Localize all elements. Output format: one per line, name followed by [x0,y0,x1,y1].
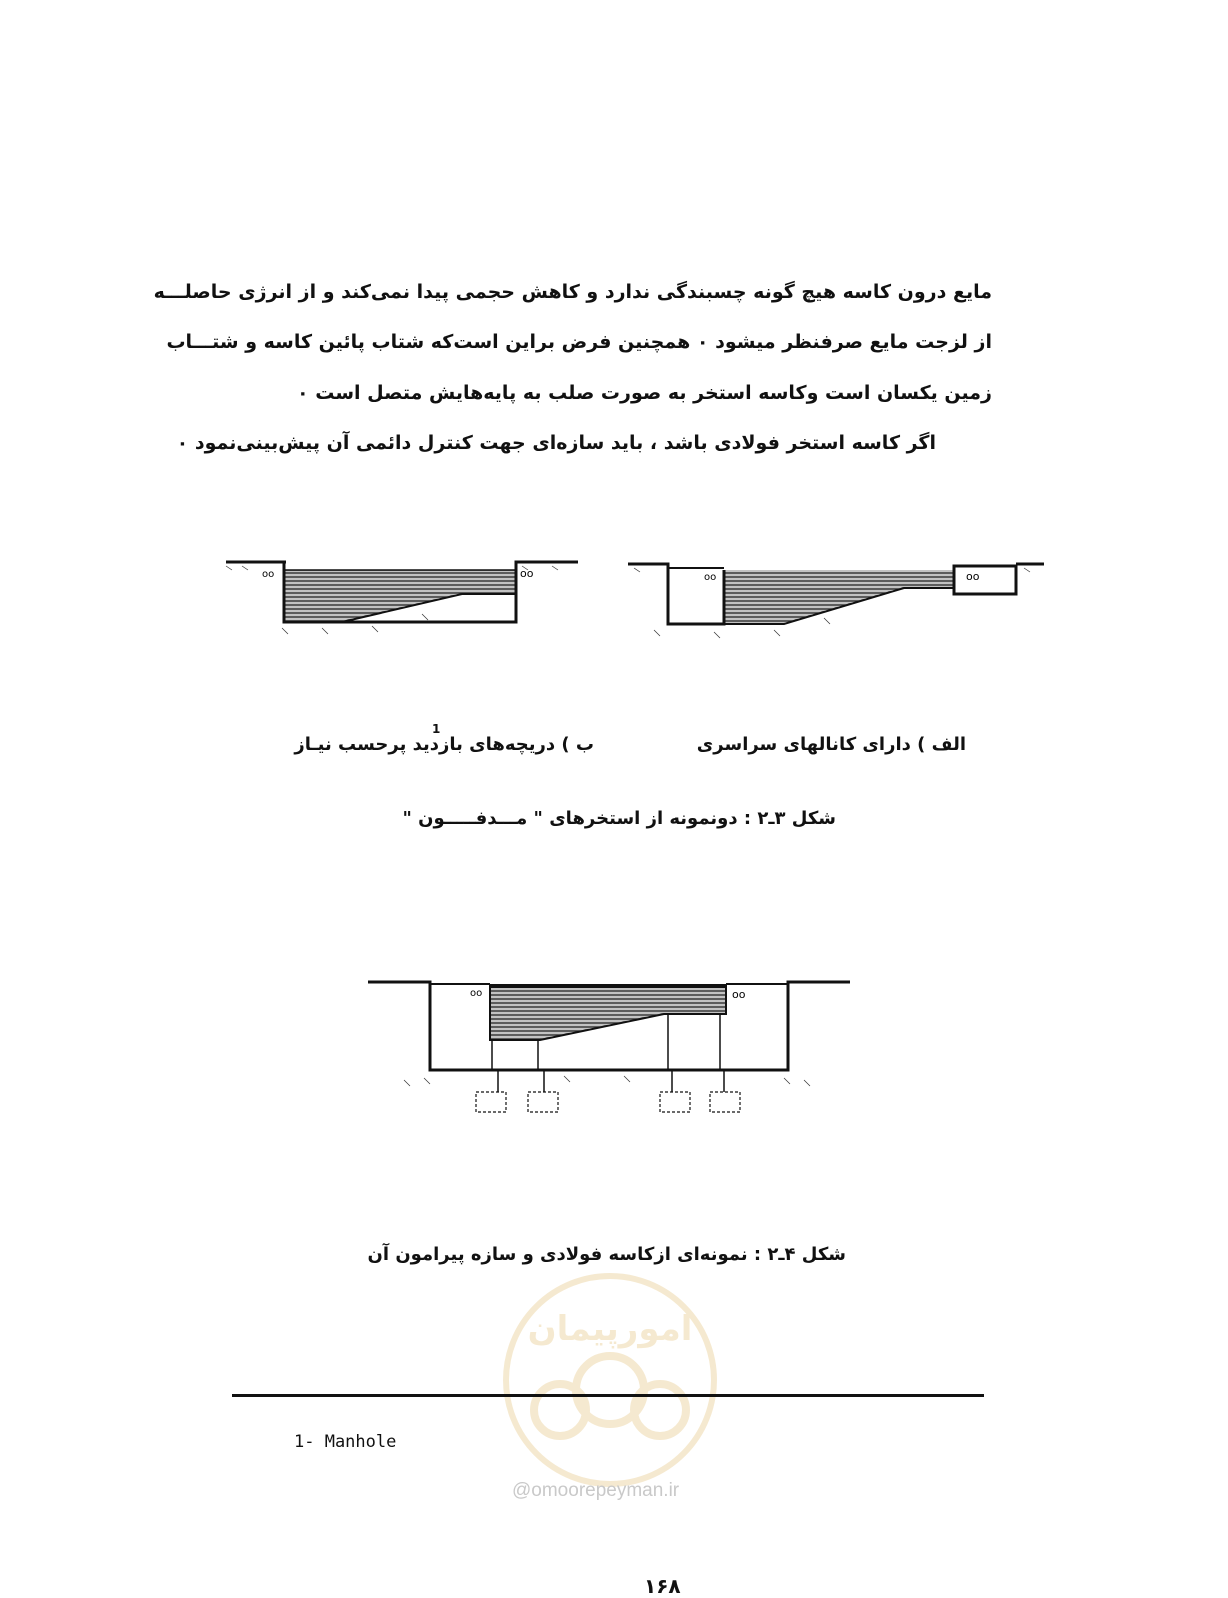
svg-text:oo: oo [704,572,717,583]
paragraph-line-2: از لزجت مایع صرفنظر میشود ۰ همچنین فرض براین است‌که شتاب پائین کاسه و شتـــاب [166,331,992,353]
figure-3-2-label-b [294,734,594,755]
footnote-text: 1- Manhole [294,1432,397,1452]
page-number: ۱۶۸ [644,1574,681,1598]
paragraph-line-4: اگر کاسه استخر فولادی باشد ، باید سازه‌ای جهت کنترل دائمی آن پیش‌بینی‌نمود ۰ [176,432,936,454]
figure-3-2-drawing-b [222,552,582,642]
paragraph-line-1: مایع درون کاسه هیچ گونه چسبندگی ندارد و کاهش حجمی پیدا نمی‌کند و از انرژی حاصلـــه [153,281,992,303]
figure-3-2-label-a: الف ) دارای کانالهای سراسری [696,734,966,755]
svg-text:oo: oo [470,988,483,999]
figure-3-2-caption: شکل ۳ـ۲ : دونمونه از استخرهای " مـــدفـــــون " [402,808,836,829]
svg-text:oo: oo [966,570,980,583]
paragraph-line-3: زمین یکسان است وکاسه استخر به صورت صلب به پایه‌هایش متصل است ۰ [297,382,992,404]
figure-3-2-label-b-text: ب ) دریچه‌های بازدید پرحسب نیـاز [294,734,594,755]
watermark-logo-text: امورپیمان [527,1309,693,1349]
figure-4-2-caption: شکل ۴ـ۲ : نمونه‌ای ازکاسه فولادی و سازه پیرامون آن [367,1244,846,1265]
figure-3-2-drawing-a [624,552,1048,642]
footnote-mark: 1 [432,722,441,736]
footnote-rule [232,1394,984,1397]
figure-4-2-drawing [364,974,854,1114]
svg-text:oo: oo [262,569,275,580]
svg-text:oo: oo [732,988,746,1001]
watermark-url: @omoorepeyman.ir [512,1480,680,1501]
watermark-logo [500,1280,720,1480]
svg-text:oo: oo [520,567,534,580]
